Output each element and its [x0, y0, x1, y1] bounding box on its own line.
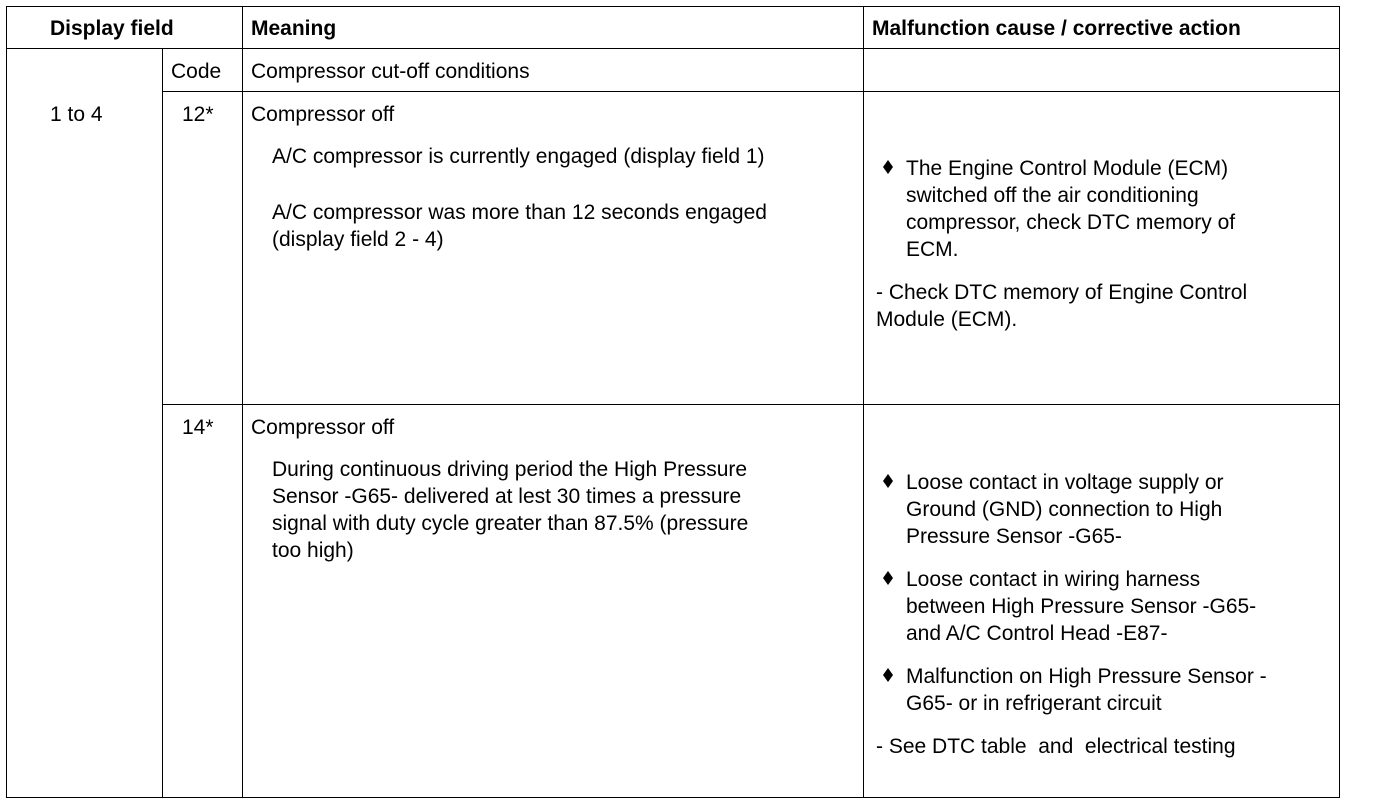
cause-text: ECM.: [906, 238, 959, 261]
row-code: 14*: [182, 416, 214, 439]
cause-text: and A/C Control Head -E87-: [906, 622, 1168, 645]
table-border-bottom: [6, 797, 1340, 798]
diagnostic-table: [6, 6, 1340, 798]
diamond-bullet-icon: [883, 160, 893, 174]
cause-text: Ground (GND) connection to High: [906, 498, 1223, 521]
table-border-right: [1339, 6, 1340, 798]
display-field-divider: [162, 48, 163, 798]
row-detail: A/C compressor was more than 12 seconds engaged: [272, 201, 767, 224]
row-title: Compressor off: [251, 103, 395, 126]
row-detail: signal with duty cycle greater than 87.5% (pressure: [272, 512, 749, 535]
cause-text: G65- or in refrigerant circuit: [906, 692, 1162, 715]
row-code: 12*: [182, 103, 214, 126]
corrective-action: - Check DTC memory of Engine Control: [876, 281, 1248, 304]
cause-text: The Engine Control Module (ECM): [906, 157, 1229, 180]
row-detail: too high): [272, 539, 354, 562]
cause-text: Loose contact in wiring harness: [906, 568, 1201, 591]
diamond-bullet-icon: [883, 571, 893, 585]
meaning-subheader: Compressor cut-off conditions: [251, 60, 530, 83]
code-label: Code: [171, 60, 222, 83]
diamond-bullet-icon: [883, 668, 893, 682]
corrective-action: Module (ECM).: [876, 308, 1018, 331]
row-detail: (display field 2 - 4): [272, 228, 444, 251]
code-column-divider: [242, 6, 243, 798]
row-detail: A/C compressor is currently engaged (display field 1): [272, 145, 765, 168]
row-divider: [162, 404, 1340, 405]
cause-text: Malfunction on High Pressure Sensor -: [906, 665, 1267, 688]
display-field-value: 1 to 4: [50, 103, 103, 126]
row-title: Compressor off: [251, 416, 395, 439]
cause-text: between High Pressure Sensor -G65-: [906, 595, 1257, 618]
row-detail: Sensor -G65- delivered at lest 30 times a pressure: [272, 485, 742, 508]
header-meaning: Meaning: [251, 17, 337, 40]
meaning-column-divider: [863, 6, 864, 798]
header-malfunction: Malfunction cause / corrective action: [872, 17, 1241, 40]
cause-text: compressor, check DTC memory of: [906, 211, 1236, 234]
corrective-action: - See DTC table and electrical testing: [876, 735, 1236, 758]
cause-text: switched off the air conditioning: [906, 184, 1199, 207]
table-border-left: [6, 6, 7, 798]
diamond-bullet-icon: [883, 474, 893, 488]
row-detail: During continuous driving period the High Pressure: [272, 458, 748, 481]
cause-text: Pressure Sensor -G65-: [906, 525, 1122, 548]
header-divider: [6, 48, 1340, 49]
cause-text: Loose contact in voltage supply or: [906, 471, 1224, 494]
table-border-top: [6, 6, 1340, 7]
subheader-divider: [162, 91, 1340, 92]
header-display-field: Display field: [50, 17, 174, 40]
